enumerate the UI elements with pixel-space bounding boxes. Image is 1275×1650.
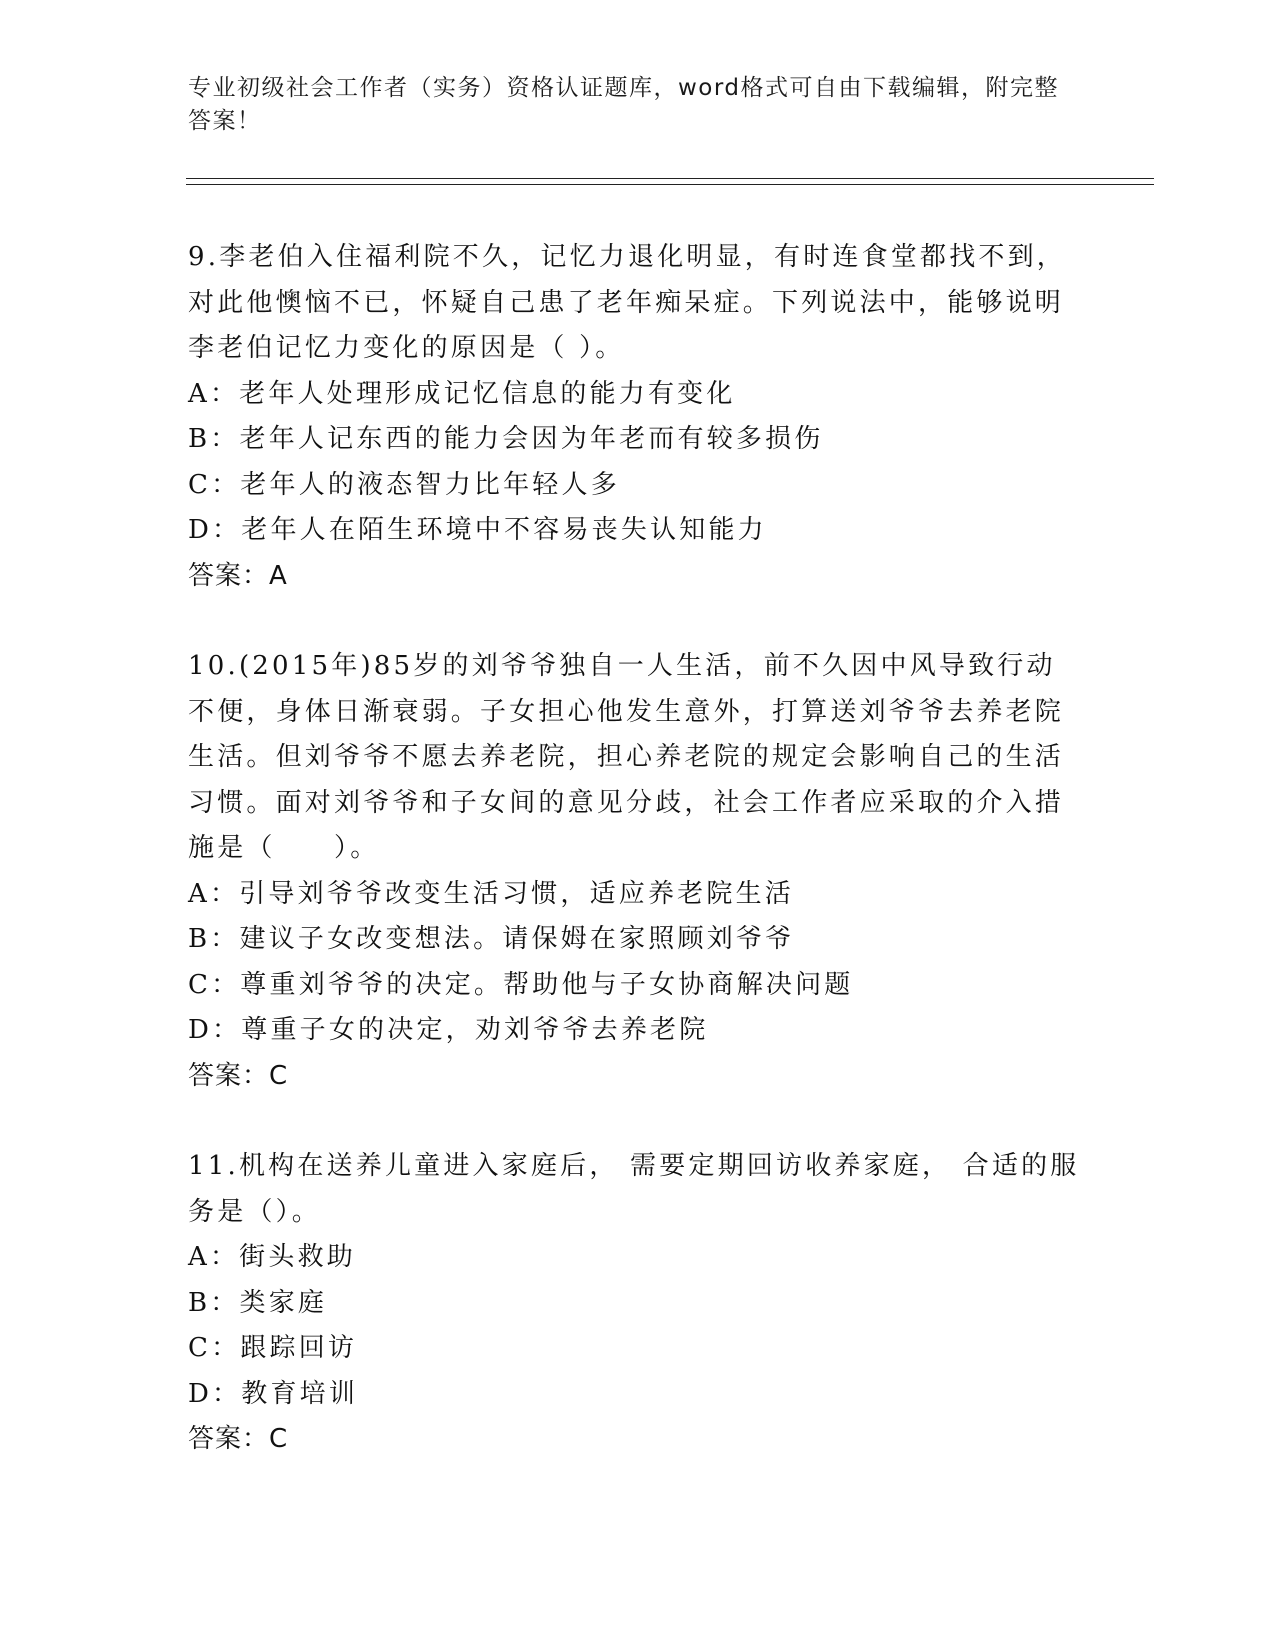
answer-label: 答案：C bbox=[188, 1060, 289, 1091]
header-divider-top bbox=[186, 178, 1154, 179]
option-c: C：老年人的液态智力比年轻人多 bbox=[188, 469, 620, 500]
option-list bbox=[188, 1235, 1083, 1417]
answer-label: 答案：C bbox=[188, 1424, 289, 1454]
option-c: C：跟踪回访 bbox=[188, 1333, 358, 1363]
option-a: A：老年人处理形成记忆信息的能力有变化 bbox=[188, 378, 736, 409]
answer-label: 答案：A bbox=[188, 560, 288, 591]
question-11 bbox=[188, 1144, 1083, 1463]
option-c: C：尊重刘爷爷的决定。帮助他与子女协商解决问题 bbox=[188, 969, 854, 1000]
question-10 bbox=[188, 644, 1083, 1099]
option-b: B：建议子女改变想法。请保姆在家照顾刘爷爷 bbox=[188, 924, 795, 954]
header-divider-bottom bbox=[186, 184, 1154, 185]
question-stem: 9.李老伯入住福利院不久，记忆力退化明显，有时连食堂都找不到，对此他懊恼不已，怀疑自己患了老年痴呆症。下列说法中，能够说明李老伯记忆力变化的原因是（ ）。 bbox=[188, 242, 1067, 363]
option-d: D：尊重子女的决定，劝刘爷爷去养老院 bbox=[188, 1015, 709, 1045]
option-b: B：类家庭 bbox=[188, 1287, 328, 1318]
option-b: B：老年人记东西的能力会因为年老而有较多损伤 bbox=[188, 424, 824, 454]
question-stem: 11.机构在送养儿童进入家庭后， 需要定期回访收养家庭， 合适的服务是（）。 bbox=[188, 1151, 1080, 1227]
question-stem: 10.(2015年)85岁的刘爷爷独自一人生活，前不久因中风导致行动不便，身体日渐衰弱。子女担心他发生意外，打算送刘爷爷去养老院生活。但刘爷爷不愿去养老院，担心养老院的规定会影响自己的生活习惯。面对刘爷爷和子女间的意见分歧，社会工作者应采取的介入措施是（ ）。 bbox=[188, 651, 1065, 863]
option-d: D：教育培训 bbox=[188, 1378, 359, 1409]
question-9 bbox=[188, 235, 1083, 599]
option-a: A：街头救助 bbox=[188, 1242, 356, 1272]
option-list bbox=[188, 872, 1083, 1054]
option-a: A：引导刘爷爷改变生活习惯，适应养老院生活 bbox=[188, 878, 794, 909]
document-header: 专业初级社会工作者（实务）资格认证题库，word格式可自由下载编辑，附完整答案！ bbox=[188, 75, 1060, 134]
option-d: D：老年人在陌生环境中不容易丧失认知能力 bbox=[188, 515, 767, 545]
option-list bbox=[188, 372, 1083, 554]
